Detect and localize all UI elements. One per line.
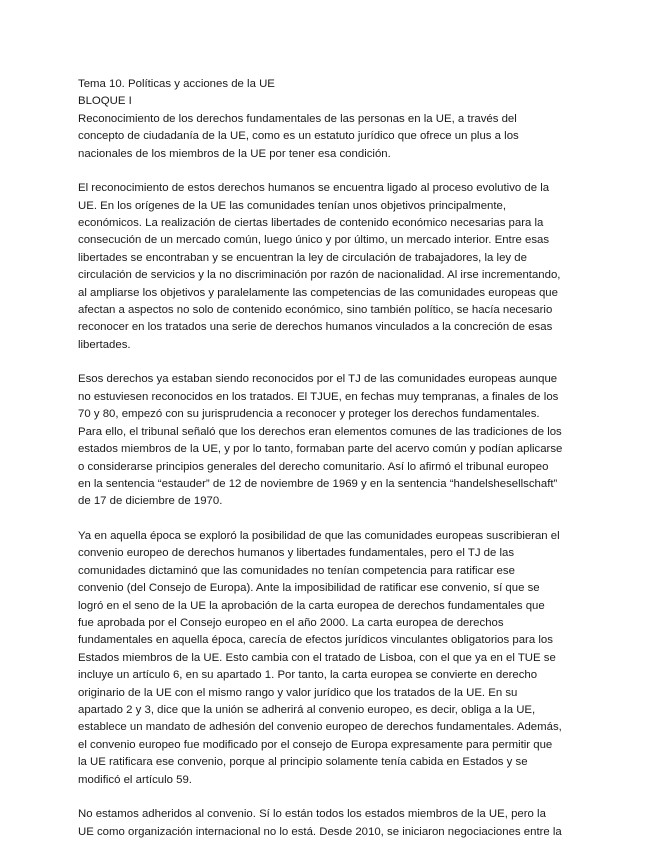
text-line: en la sentencia “estauder” de 12 de noviembre de 1969 y en la sentencia “handelshesellschaft” — [78, 477, 558, 490]
text-line: Reconocimiento de los derechos fundamentales de las personas en la UE, a través del — [78, 112, 517, 125]
text-line: estados miembros de la UE, y por lo tanto, formaban parte del acervo común y podían aplicarse — [78, 443, 563, 456]
text-line: Para ello, el tribunal señaló que los derechos eran elementos comunes de las tradiciones de los — [78, 425, 562, 438]
text-line: convenio europeo de derechos humanos y libertades fundamentales, pero el TJ de las — [78, 547, 515, 560]
paragraph-1 — [78, 111, 577, 163]
block-heading: BLOQUE I — [78, 95, 132, 108]
text-line: afectan a aspectos no solo de contenido económico, sino también político, se hacía necesario — [78, 304, 553, 317]
text-line: El reconocimiento de estos derechos humanos se encuentra ligado al proceso evolutivo de la — [78, 182, 550, 195]
text-line: libertades. — [78, 338, 131, 351]
text-line: apartado 2 y 3, dice que la unión se adherirá al convenio europeo, es decir, obliga a la UE, — [78, 703, 536, 716]
text-line: de 17 de diciembre de 1970. — [78, 495, 223, 508]
text-line: el convenio europeo fue modificado por el consejo de Europa expresamente para permitir que — [78, 738, 553, 751]
document-body — [78, 111, 577, 841]
text-line: reconocer en los tratados una serie de derechos humanos vinculados a la concreción de esas — [78, 321, 553, 334]
document-title: Tema 10. Políticas y acciones de la UE — [78, 78, 275, 90]
text-line: concepto de ciudadanía de la UE, como es un estatuto jurídico que ofrece un plus a los — [78, 130, 519, 143]
text-line: no estuviesen reconocidos en los tratados. El TJUE, en fechas muy tempranas, a finales de los — [78, 390, 559, 403]
paragraph-4 — [78, 528, 577, 789]
text-line: Ya en aquella época se exploró la posibilidad de que las comunidades europeas suscribieran el — [78, 529, 560, 542]
text-line: establece un mandato de adhesión del convenio europeo de derechos fundamentales. Además, — [78, 721, 562, 734]
text-line: nacionales de los miembros de la UE por tener esa condición. — [78, 147, 391, 160]
paragraph-gap — [78, 163, 577, 180]
paragraph-5 — [78, 806, 577, 841]
text-line: fue aprobada por el Consejo europeo en el año 2000. La carta europea de derechos — [78, 616, 504, 629]
text-line: UE como organización internacional no lo está. Desde 2010, se iniciaron negociaciones entre la — [78, 825, 562, 838]
text-line: o considerarse principios generales del derecho comunitario. Así lo afirmó el tribunal europeo — [78, 460, 549, 473]
paragraph-gap — [78, 354, 577, 371]
paragraph-3 — [78, 371, 577, 510]
text-line: circulación de servicios y la no discriminación por razón de nacionalidad. Al irse incrementando, — [78, 269, 561, 282]
text-line: libertades se encontraban y se encuentran la ley de circulación de trabajadores, la ley de — [78, 251, 527, 264]
paragraph-gap — [78, 789, 577, 806]
text-line: la UE ratificara ese convenio, porque al principio solamente tenía cabida en Estados y se — [78, 756, 528, 769]
text-line: logró en el seno de la UE la aprobación de la carta europea de derechos fundamentales que — [78, 599, 545, 612]
text-line: 70 y 80, empezó con su jurisprudencia a reconocer y proteger los derechos fundamentales. — [78, 408, 540, 421]
text-line: UE. En los orígenes de la UE las comunidades tenían unos objetivos principalmente, — [78, 199, 507, 212]
paragraph-gap — [78, 511, 577, 528]
paragraph-2 — [78, 180, 577, 354]
text-line: consecución de un mercado común, luego único y por último, un mercado interior. Entre esas — [78, 234, 550, 247]
text-line: comunidades dictaminó que las comunidades no tenían competencia para ratificar ese — [78, 564, 515, 577]
text-line: Esos derechos ya estaban siendo reconocidos por el TJ de las comunidades europeas aunque — [78, 373, 558, 386]
text-line: No estamos adheridos al convenio. Sí lo están todos los estados miembros de la UE, pero la — [78, 808, 546, 821]
text-line: Estados miembros de la UE. Esto cambia con el tratado de Lisboa, con el que ya en el TUE se — [78, 651, 556, 664]
text-line: originario de la UE con el mismo rango y valor jurídico que los tratados de la UE. En su — [78, 686, 518, 699]
text-line: convenio (del Consejo de Europa). Ante la imposibilidad de ratificar ese convenio, sí que se — [78, 582, 540, 595]
text-line: modificó el artículo 59. — [78, 773, 192, 786]
text-line: incluye un artículo 6, en su apartado 1. Por tanto, la carta europea se convierte en derecho — [78, 669, 538, 682]
text-line: económicos. La realización de ciertas libertades de contenido económico necesarias para la — [78, 217, 544, 230]
text-line: fundamentales en aquella época, carecía de efectos jurídicos vinculantes obligatorios para los — [78, 634, 553, 647]
text-line: al ampliarse los objetivos y paralelamente las competencias de las comunidades europeas que — [78, 286, 558, 299]
